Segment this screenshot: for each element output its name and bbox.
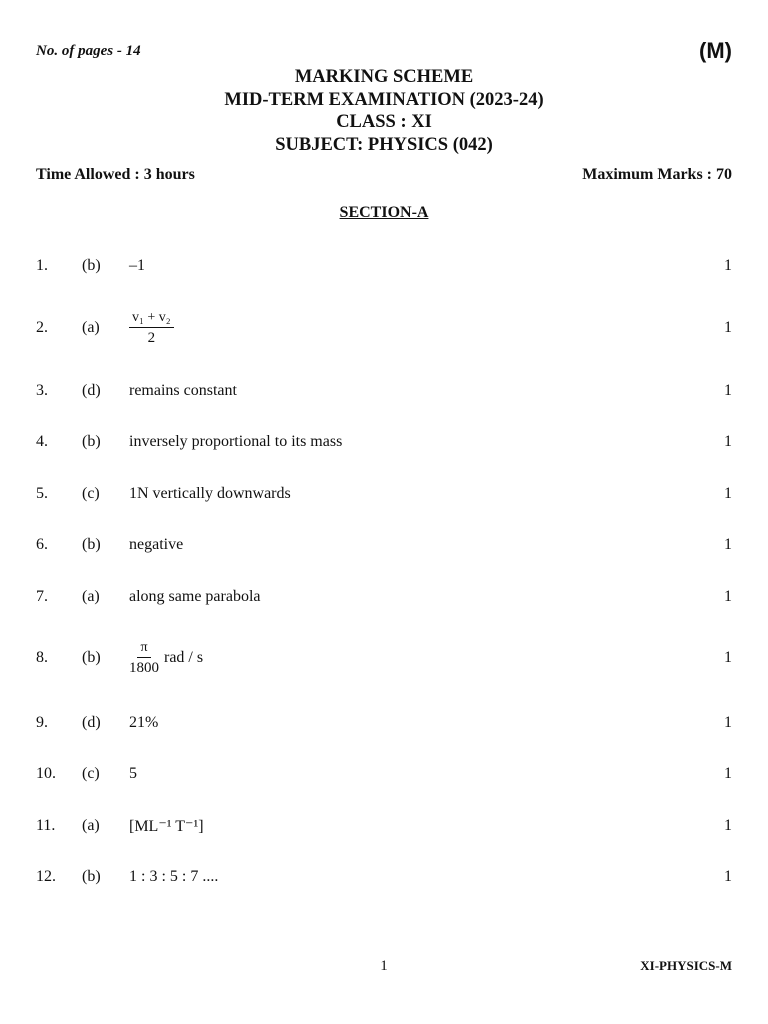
answer-text: –1 [129,257,145,274]
title-subject: SUBJECT: PHYSICS (042) [275,134,493,155]
answer-text: remains constant [129,382,237,399]
answer-formula [129,310,174,346]
answer-option: (d) [82,382,101,399]
set-code: (M) [699,38,732,63]
fraction-numerator: v₁ + v₂ [129,310,174,328]
fraction [129,310,174,346]
answer-text: negative [129,536,184,553]
answer-row [0,708,768,738]
answer-marks: 1 [724,536,732,553]
answer-marks: 1 [724,649,732,666]
answer-text: 1N vertically downwards [129,485,291,502]
answer-option: (b) [82,536,101,553]
fraction-numerator: π [137,640,150,658]
title-class: CLASS : XI [336,112,432,132]
question-number: 3. [36,382,48,399]
title-exam: MID-TERM EXAMINATION (2023-24) [224,89,544,110]
fraction-denominator: 1800 [129,660,159,676]
pages-label: No. of pages - 14 [36,43,141,59]
answer-row [0,759,768,789]
answer-row [0,251,768,281]
answer-option: (b) [82,868,101,885]
answer-option: (b) [82,257,101,274]
question-number: 1. [36,257,48,274]
question-number: 9. [36,714,48,731]
answer-row [0,811,768,841]
answer-marks: 1 [724,485,732,502]
question-number: 12. [36,868,56,885]
answer-text: 5 [129,765,137,782]
time-allowed: Time Allowed : 3 hours [36,166,195,183]
answer-text: 21% [129,714,159,731]
answer-formula [129,640,203,676]
answer-marks: 1 [724,257,732,274]
answer-marks: 1 [724,817,732,834]
answer-marks: 1 [724,433,732,450]
answer-unit: rad / s [164,649,204,666]
answer-marks: 1 [724,765,732,782]
page-number: 1 [380,958,388,974]
answer-option: (a) [82,588,100,605]
question-number: 11. [36,817,56,834]
document-code: XI-PHYSICS-M [640,958,732,973]
question-number: 8. [36,649,48,666]
answer-row [0,582,768,612]
answer-row [0,479,768,509]
title-marking-scheme: MARKING SCHEME [294,67,474,87]
answer-option: (c) [82,485,100,502]
question-number: 7. [36,588,48,605]
fraction-denominator: 2 [147,330,156,346]
answer-row [0,376,768,406]
answer-text: 1 : 3 : 5 : 7 .... [129,868,219,885]
answer-text: [ML⁻¹ T⁻¹] [129,818,204,835]
answer-marks: 1 [724,588,732,605]
section-heading [0,204,768,222]
answer-option: (d) [82,714,101,731]
answer-marks: 1 [724,714,732,731]
answer-text: inversely proportional to its mass [129,433,343,450]
answer-option: (b) [82,649,101,666]
answer-row [0,862,768,892]
answer-row [0,310,768,346]
question-number: 2. [36,319,48,336]
answer-marks: 1 [724,319,732,336]
question-number: 6. [36,536,48,553]
maximum-marks: Maximum Marks : 70 [582,166,732,183]
answer-option: (a) [82,319,100,336]
answer-marks: 1 [724,382,732,399]
answer-option: (b) [82,433,101,450]
answer-text: along same parabola [129,588,261,605]
section-title: SECTION-A [339,204,429,221]
question-number: 10. [36,765,56,782]
question-number: 4. [36,433,48,450]
answer-marks: 1 [724,868,732,885]
answer-option: (c) [82,765,100,782]
answer-option: (a) [82,817,100,834]
answer-row [0,427,768,457]
fraction [129,640,159,676]
question-number: 5. [36,485,48,502]
answer-row [0,640,768,676]
answer-row [0,530,768,560]
